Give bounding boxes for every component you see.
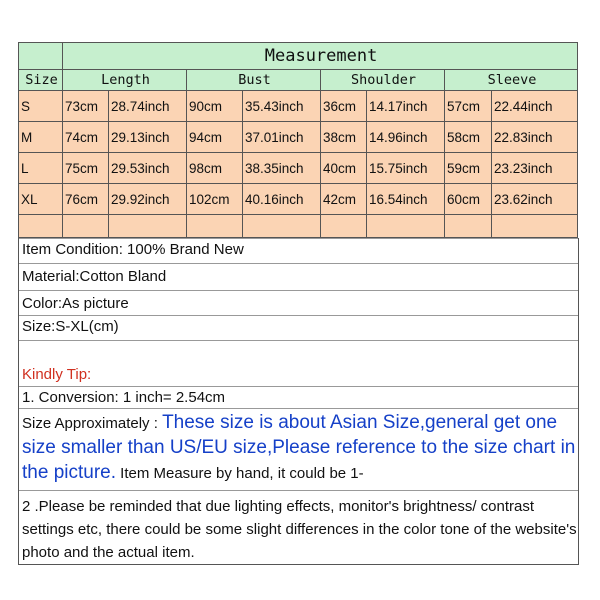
table-cell: 15.75inch: [367, 153, 445, 184]
blank-row: [19, 340, 578, 364]
table-cell: 35.43inch: [243, 91, 321, 122]
material-text: Material:Cotton Bland: [19, 263, 578, 290]
table-cell: 40cm: [321, 153, 367, 184]
table-cell: 16.54inch: [367, 184, 445, 215]
size-cell: L: [19, 153, 63, 184]
size-chart-table: [18, 42, 578, 238]
product-size-info: [18, 42, 578, 565]
table-cell: 23.23inch: [492, 153, 578, 184]
size-cell: XL: [19, 184, 63, 215]
table-cell: 28.74inch: [109, 91, 187, 122]
table-cell: 36cm: [321, 91, 367, 122]
table-cell: 102cm: [187, 184, 243, 215]
table-cell: 37.01inch: [243, 122, 321, 153]
table-cell: 29.53inch: [109, 153, 187, 184]
column-header-length: Length: [63, 70, 187, 91]
table-title: Measurement: [63, 43, 578, 70]
approx-suffix: Item Measure by hand, it could be 1-: [116, 465, 364, 482]
table-cell: 74cm: [63, 122, 109, 153]
table-cell: 59cm: [445, 153, 492, 184]
table-cell: 29.13inch: [109, 122, 187, 153]
table-cell: 98cm: [187, 153, 243, 184]
table-cell: 94cm: [187, 122, 243, 153]
table-cell: 22.44inch: [492, 91, 578, 122]
table-row: [19, 122, 578, 153]
color-difference-note: 2 .Please be reminded that due lighting effects, monitor's brightness/ contrast settings etc, there could be some slight differences in the color tone of the website's photo and the actual item.: [19, 490, 578, 564]
table-cell: 14.17inch: [367, 91, 445, 122]
product-info-panel: [18, 238, 579, 565]
kindly-tip-label: Kindly Tip:: [22, 366, 92, 383]
table-cell: 90cm: [187, 91, 243, 122]
table-cell: 22.83inch: [492, 122, 578, 153]
asian-size-warning: These size is about Asian Size,general get one size smaller than US/EU size,Please reference to the size chart in the picture.: [22, 412, 576, 483]
size-range-text: Size:S-XL(cm): [19, 315, 578, 340]
column-header-bust: Bust: [187, 70, 321, 91]
table-cell: 40.16inch: [243, 184, 321, 215]
table-cell: 29.92inch: [109, 184, 187, 215]
table-cell: 38cm: [321, 122, 367, 153]
table-row: [19, 91, 578, 122]
table-cell: 14.96inch: [367, 122, 445, 153]
table-cell: 73cm: [63, 91, 109, 122]
table-cell: 76cm: [63, 184, 109, 215]
table-cell: 57cm: [445, 91, 492, 122]
size-cell: S: [19, 91, 63, 122]
conversion-text: 1. Conversion: 1 inch= 2.54cm: [19, 386, 578, 408]
corner-cell: [19, 43, 63, 70]
table-row-empty: [19, 215, 578, 238]
approx-prefix: Size Approximately :: [22, 415, 163, 432]
item-condition-text: Item Condition: 100% Brand New: [19, 238, 578, 263]
size-approximately-note: [19, 408, 578, 490]
size-header: Size: [19, 70, 63, 91]
table-row: [19, 153, 578, 184]
column-header-shoulder: Shoulder: [321, 70, 445, 91]
table-row: [19, 184, 578, 215]
table-cell: 23.62inch: [492, 184, 578, 215]
table-cell: 60cm: [445, 184, 492, 215]
table-cell: 75cm: [63, 153, 109, 184]
table-cell: 42cm: [321, 184, 367, 215]
table-cell: 58cm: [445, 122, 492, 153]
color-text: Color:As picture: [19, 290, 578, 315]
column-header-sleeve: Sleeve: [445, 70, 578, 91]
size-cell: M: [19, 122, 63, 153]
table-cell: 38.35inch: [243, 153, 321, 184]
